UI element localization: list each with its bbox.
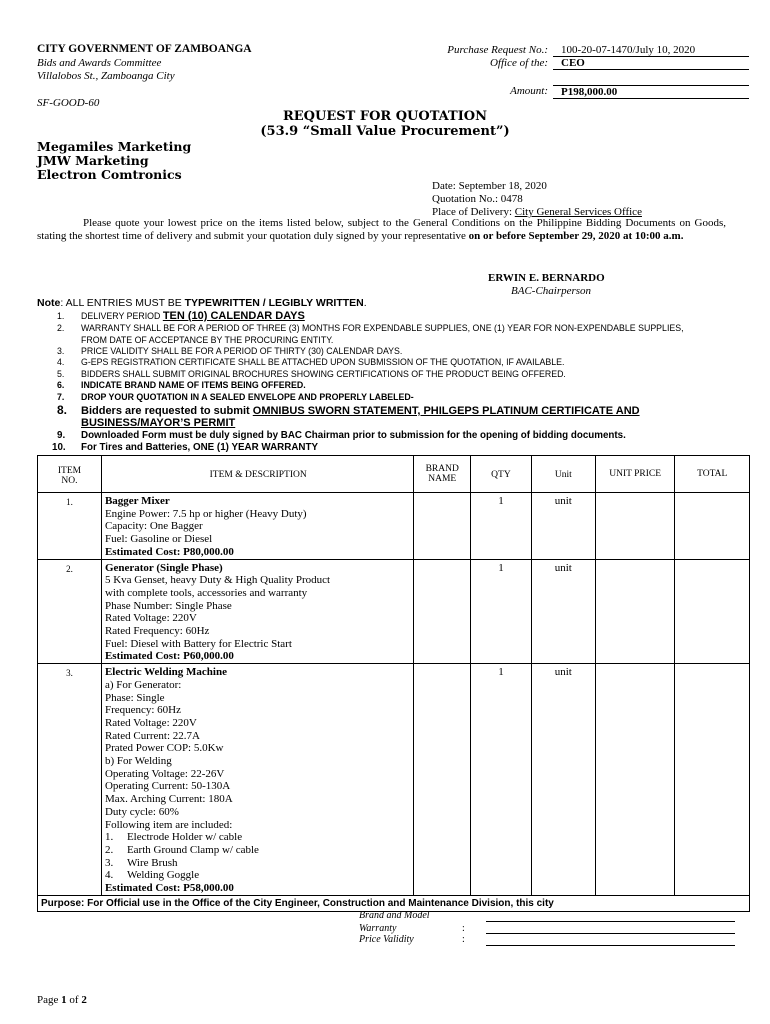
item-description <box>101 493 413 560</box>
item-spec: Frequency: 60Hz <box>104 704 182 717</box>
intro-text: Please quote your lowest price on the items listed below, subject to the General Conditions on the Philippine Bidding Documents on Goods, stating the shortest time of delivery and submit your quotation duly signed by your representative <box>37 217 726 242</box>
note-item-continuation: BUSINESS/MAYOR’S PERMIT <box>81 417 236 429</box>
warranty-label: Warranty <box>359 923 397 934</box>
note-item <box>57 369 566 379</box>
item-estimated-cost: Estimated Cost: P58,000.00 <box>104 882 234 895</box>
note-number: 10. <box>52 442 66 453</box>
unit-price-cell[interactable] <box>595 664 675 896</box>
note-prefix: Note <box>37 297 61 309</box>
table-row <box>38 559 750 664</box>
item-spec: Rated Frequency: 60Hz <box>104 625 210 638</box>
document-subtitle: (53.9 “Small Value Procurement”) <box>260 124 510 139</box>
note-item <box>52 442 318 453</box>
note-text: PRICE VALIDITY SHALL BE FOR A PERIOD OF THIRTY (30) CALENDAR DAYS. <box>81 346 403 356</box>
item-spec: with complete tools, accessories and warranty <box>104 586 308 599</box>
note-text: Downloaded Form must be duly signed by BAC Chairman prior to submission for the opening of bidding documents. <box>81 430 626 441</box>
price-validity-colon: : <box>462 934 465 945</box>
purchase-request-label: Purchase Request No.: <box>447 44 548 56</box>
note-heading <box>37 297 367 309</box>
item-spec: Phase Number: Single Phase <box>104 599 232 612</box>
note-text: For Tires and Batteries, ONE (1) YEAR WARRANTY <box>81 442 318 453</box>
unit-price-cell[interactable] <box>595 493 675 560</box>
quotation-date: Date: September 18, 2020 <box>432 180 547 192</box>
item-spec: Capacity: One Bagger <box>104 520 203 533</box>
note-item <box>57 392 414 402</box>
item-title: Bagger Mixer <box>104 495 170 507</box>
included-item: 1. Electrode Holder w/ cable <box>104 831 243 844</box>
item-spec: Rated Voltage: 220V <box>104 716 197 729</box>
note-number: 9. <box>57 430 66 441</box>
note-number: 1. <box>57 311 65 321</box>
document-title: REQUEST FOR QUOTATION <box>282 109 488 124</box>
item-spec: Fuel: Gasoline or Diesel <box>104 533 213 546</box>
form-code: SF-GOOD-60 <box>37 97 100 109</box>
header-description: ITEM & DESCRIPTION <box>101 456 413 493</box>
note-emphasis: TEN (10) CALENDAR DAYS <box>162 310 305 322</box>
header-brand-name: BRAND NAME <box>414 456 471 493</box>
amount-value: P198,000.00 <box>553 85 749 99</box>
item-number: 1. <box>38 493 102 560</box>
org-dept: Bids and Awards Committee <box>37 57 162 69</box>
header-total: TOTAL <box>675 456 750 493</box>
note-item <box>57 346 402 356</box>
note-item <box>57 357 564 367</box>
item-spec: Prated Power COP: 5.0Kw <box>104 742 224 755</box>
supplier-name: JMW Marketing <box>37 153 149 168</box>
item-spec: Phase: Single <box>104 691 165 704</box>
note-number: 4. <box>57 357 65 367</box>
note-text: WARRANTY SHALL BE FOR A PERIOD OF THREE (3) MONTHS FOR EXPENDABLE SUPPLIES, ONE (1) YEAR FOR NON-EXPENDABLE SUPPLIES, <box>81 323 684 333</box>
table-row <box>38 664 750 896</box>
brand-model-label: Brand and Model <box>359 910 430 921</box>
unit-price-cell[interactable] <box>595 559 675 664</box>
item-spec: Engine Power: 7.5 hp or higher (Heavy Duty) <box>104 507 307 520</box>
note-number: 2. <box>57 323 65 333</box>
page-number <box>37 994 87 1006</box>
intro-paragraph <box>37 217 726 243</box>
place-of-delivery-value: City General Services Office <box>514 206 642 218</box>
qty-cell: 1 <box>471 559 532 664</box>
brand-name-cell[interactable] <box>414 493 471 560</box>
note-item <box>57 430 626 441</box>
header-unit: Unit <box>531 456 595 493</box>
items-table <box>37 455 750 912</box>
unit-cell: unit <box>531 559 595 664</box>
place-of-delivery-label: Place of Delivery: <box>432 206 515 218</box>
note-end: . <box>363 297 367 309</box>
unit-cell: unit <box>531 664 595 896</box>
item-spec: Operating Voltage: 22-26V <box>104 767 225 780</box>
header-unit-price: UNIT PRICE <box>595 456 675 493</box>
included-item: 4. Welding Goggle <box>104 869 200 882</box>
note-text: DELIVERY PERIOD <box>81 311 163 321</box>
page-of: of <box>66 994 82 1006</box>
unit-cell: unit <box>531 493 595 560</box>
item-description <box>101 664 413 896</box>
brand-name-cell[interactable] <box>414 664 471 896</box>
header-qty: QTY <box>471 456 532 493</box>
note-text: BIDDERS SHALL SUBMIT ORIGINAL BROCHURES SHOWING CERTIFICATIONS OF THE PRODUCT BEING OFFERED. <box>81 369 566 379</box>
note-emphasis: OMNIBUS SWORN STATEMENT, PHILGEPS PLATINUM CERTIFICATE AND <box>252 405 640 417</box>
signer-name: ERWIN E. BERNARDO <box>488 272 605 284</box>
item-spec: Rated Voltage: 220V <box>104 612 197 625</box>
total-cell[interactable] <box>675 664 750 896</box>
item-spec: Duty cycle: 60% <box>104 805 179 818</box>
header-item-no: ITEM NO. <box>38 456 102 493</box>
item-spec: a) For Generator: <box>104 678 182 691</box>
table-header-row <box>38 456 750 493</box>
note-item <box>57 323 684 333</box>
item-spec: 5 Kva Genset, heavy Duty & High Quality Product <box>104 574 331 587</box>
qty-cell: 1 <box>471 493 532 560</box>
page-current: 1 <box>61 994 67 1006</box>
note-lead: : ALL ENTRIES MUST BE <box>60 297 185 309</box>
note-item-continuation: FROM DATE OF ACCEPTANCE BY THE PROCURING ENTITY. <box>81 335 334 345</box>
item-spec: Fuel: Diesel with Battery for Electric Start <box>104 637 292 650</box>
note-text: Bidders are requested to submit <box>81 405 253 417</box>
note-number: 7. <box>57 392 65 402</box>
note-item <box>57 403 640 417</box>
note-item <box>57 380 306 390</box>
quotation-number: Quotation No.: 0478 <box>432 193 523 205</box>
purpose-text: Purpose: For Official use in the Office of the City Engineer, Construction and Maintenance Division, this city <box>38 895 750 911</box>
purpose-row <box>38 895 750 911</box>
item-estimated-cost: Estimated Cost: P60,000.00 <box>104 650 234 663</box>
brand-name-cell[interactable] <box>414 559 471 664</box>
table-row <box>38 493 750 560</box>
included-item: 3. Wire Brush <box>104 856 178 869</box>
purchase-request-value: 100-20-07-1470/July 10, 2020 <box>553 44 749 57</box>
signer-title: BAC-Chairperson <box>511 285 592 297</box>
item-title: Generator (Single Phase) <box>104 561 223 574</box>
item-spec: Rated Current: 22.7A <box>104 729 200 742</box>
note-text: G-EPS REGISTRATION CERTIFICATE SHALL BE ATTACHED UPON SUBMISSION OF THE QUOTATION, IF AVAILABLE. <box>81 357 565 367</box>
office-label: Office of the: <box>489 57 548 69</box>
warranty-line[interactable] <box>486 932 735 934</box>
note-number: 8. <box>57 403 68 417</box>
supplier-name: Megamiles Marketing <box>37 139 192 154</box>
note-emphasis: TYPEWRITTEN / LEGIBLY WRITTEN <box>184 297 364 309</box>
amount-label: Amount: <box>510 85 548 97</box>
warranty-colon: : <box>462 923 465 934</box>
submission-deadline: on or before September 29, 2020 at 10:00 a.m. <box>468 230 684 242</box>
item-spec: Following item are included: <box>104 818 233 831</box>
note-item <box>57 310 305 322</box>
note-number: 3. <box>57 346 65 356</box>
note-text: INDICATE BRAND NAME OF ITEMS BEING OFFERED. <box>81 380 306 390</box>
org-address: Villalobos St., Zamboanga City <box>37 70 175 82</box>
note-text: DROP YOUR QUOTATION IN A SEALED ENVELOPE AND PROPERLY LABELED- <box>81 392 414 402</box>
page-prefix: Page <box>37 994 62 1006</box>
price-validity-line[interactable] <box>486 944 735 946</box>
total-cell[interactable] <box>675 559 750 664</box>
item-estimated-cost: Estimated Cost: P80,000.00 <box>104 545 234 558</box>
page-total: 2 <box>81 994 87 1006</box>
qty-cell: 1 <box>471 664 532 896</box>
item-spec: Operating Current: 50-130A <box>104 780 231 793</box>
org-name: CITY GOVERNMENT OF ZAMBOANGA <box>37 43 252 55</box>
item-spec: b) For Welding <box>104 755 172 768</box>
supplier-name: Electron Comtronics <box>37 167 182 182</box>
item-title: Electric Welding Machine <box>104 666 227 679</box>
note-number: 5. <box>57 369 65 379</box>
item-number: 2. <box>38 559 102 664</box>
total-cell[interactable] <box>675 493 750 560</box>
included-item: 2. Earth Ground Clamp w/ cable <box>104 843 259 856</box>
brand-model-line[interactable] <box>486 920 735 922</box>
item-number: 3. <box>38 664 102 896</box>
item-spec: Max. Arching Current: 180A <box>104 793 233 806</box>
price-validity-label: Price Validity <box>359 934 414 945</box>
item-description <box>101 559 413 664</box>
office-value: CEO <box>553 57 749 70</box>
note-number: 6. <box>57 380 65 390</box>
